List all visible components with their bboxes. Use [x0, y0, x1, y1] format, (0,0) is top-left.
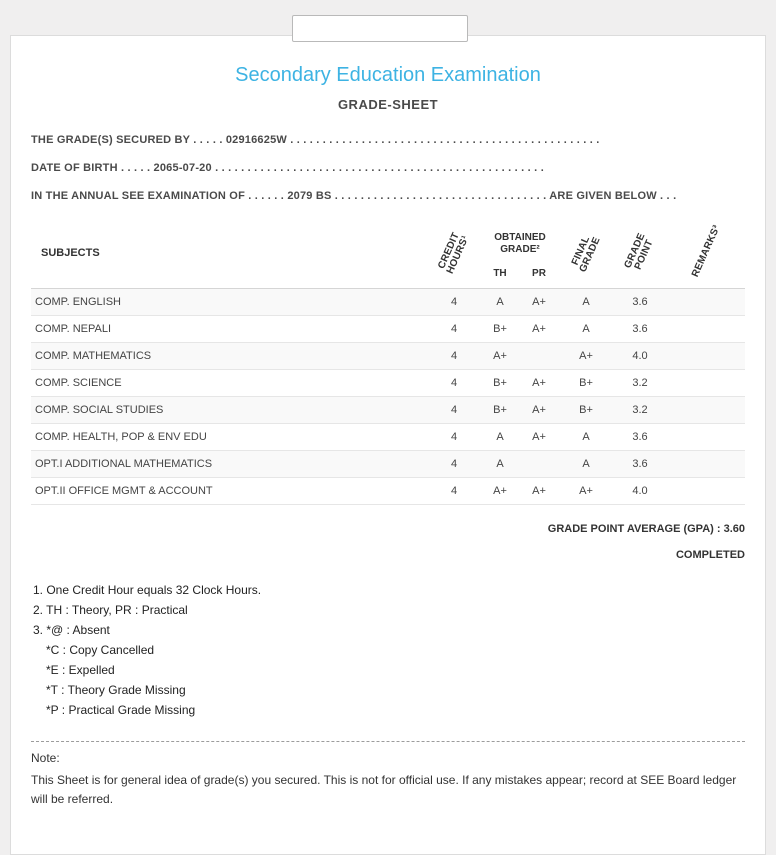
- note-text: This Sheet is for general idea of grade(s) you secured. This is not for official use. If any mistakes appear; record at SEE Board ledger will be referred.: [31, 773, 737, 806]
- footnote-copy-cancelled: *C : Copy Cancelled: [46, 643, 155, 657]
- credit-cell: 4: [427, 289, 481, 316]
- remarks-cell: [667, 397, 745, 424]
- footnote-absent: 3. *@ : Absent: [33, 623, 110, 637]
- header-remarks: [667, 218, 745, 289]
- credit-cell: 4: [427, 397, 481, 424]
- footnote-th-pr: 2. TH : Theory, PR : Practical: [33, 603, 188, 617]
- table-row: [31, 289, 745, 316]
- footnote-theory-missing: *T : Theory Grade Missing: [46, 683, 186, 697]
- final-grade-cell: A: [559, 424, 613, 451]
- table-row: [31, 478, 745, 505]
- info-line-exam-year: [31, 190, 745, 202]
- credit-cell: 4: [427, 343, 481, 370]
- final-grade-cell: A+: [559, 478, 613, 505]
- footnote-expelled: *E : Expelled: [46, 663, 115, 677]
- dob-suffix: . . . . . . . . . . . . . . . . . . . . . . . . . . . . . . . . . . . . . . . . . . . . . . . . . . .: [211, 162, 544, 174]
- header-credit-hours: [427, 218, 481, 289]
- final-grade-label: FINAL GRADE: [569, 234, 603, 275]
- remarks-cell: [667, 343, 745, 370]
- table-row: [31, 343, 745, 370]
- final-grade-cell: A: [559, 451, 613, 478]
- th-grade-cell: A: [481, 424, 519, 451]
- subject-cell: COMP. ENGLISH: [31, 289, 427, 316]
- th-grade-cell: B+: [481, 397, 519, 424]
- header-subjects: SUBJECTS: [31, 218, 427, 289]
- exam-year-value: 2079 BS: [287, 190, 332, 202]
- remarks-label: REMARKS³: [689, 223, 723, 279]
- grade-point-cell: 4.0: [613, 478, 667, 505]
- exam-year-prefix: IN THE ANNUAL SEE EXAMINATION OF . . . . . .: [31, 190, 288, 202]
- table-row: [31, 370, 745, 397]
- pr-grade-cell: A+: [519, 370, 559, 397]
- table-row: [31, 316, 745, 343]
- grade-point-cell: 3.2: [613, 370, 667, 397]
- pr-grade-cell: A+: [519, 316, 559, 343]
- header-pr: PR: [519, 264, 559, 289]
- footnote-practical-missing: *P : Practical Grade Missing: [46, 703, 196, 717]
- subject-cell: COMP. HEALTH, POP & ENV EDU: [31, 424, 427, 451]
- footnote-credit-hours: 1. One Credit Hour equals 32 Clock Hours.: [33, 583, 262, 597]
- grade-point-cell: 3.6: [613, 451, 667, 478]
- info-line-dob: [31, 162, 745, 174]
- table-row: [31, 424, 745, 451]
- header-obtained-grade: OBTAINED GRADE²: [494, 232, 546, 255]
- th-grade-cell: A+: [481, 343, 519, 370]
- credit-cell: 4: [427, 316, 481, 343]
- subject-cell: COMP. SOCIAL STUDIES: [31, 397, 427, 424]
- header-final-grade: [559, 218, 613, 289]
- info-line-secured-by: [31, 134, 745, 146]
- header-grade-point: [613, 218, 667, 289]
- grade-point-cell: 3.6: [613, 424, 667, 451]
- separator: [31, 741, 745, 742]
- grade-point-label: GRADE POINT: [622, 231, 656, 272]
- note-label: Note:: [31, 751, 60, 765]
- exam-year-suffix: . . . . . . . . . . . . . . . . . . . . . . . . . . . . . . . . . ARE GIVEN BELOW . . .: [331, 190, 677, 202]
- th-grade-cell: B+: [481, 370, 519, 397]
- grade-point-cell: 3.6: [613, 316, 667, 343]
- pr-grade-cell: A+: [519, 424, 559, 451]
- secured-by-suffix: . . . . . . . . . . . . . . . . . . . . . . . . . . . . . . . . . . . . . . . . . . . . . . . .: [286, 134, 600, 146]
- final-grade-cell: B+: [559, 370, 613, 397]
- candidate-symbol-number: 02916625W: [225, 134, 287, 146]
- final-grade-cell: A+: [559, 343, 613, 370]
- th-grade-cell: B+: [481, 316, 519, 343]
- pr-grade-cell: [519, 451, 559, 478]
- final-grade-cell: A: [559, 316, 613, 343]
- th-grade-cell: A: [481, 289, 519, 316]
- status-text: COMPLETED: [675, 549, 745, 561]
- remarks-cell: [667, 424, 745, 451]
- pr-grade-cell: A+: [519, 478, 559, 505]
- subject-cell: COMP. SCIENCE: [31, 370, 427, 397]
- table-row: [31, 397, 745, 424]
- remarks-cell: [667, 316, 745, 343]
- grade-sheet-subtitle: GRADE-SHEET: [337, 97, 439, 112]
- pr-grade-cell: A+: [519, 289, 559, 316]
- credit-cell: 4: [427, 478, 481, 505]
- th-grade-cell: A: [481, 451, 519, 478]
- top-input[interactable]: [292, 15, 468, 42]
- subject-cell: COMP. NEPALI: [31, 316, 427, 343]
- remarks-cell: [667, 451, 745, 478]
- subject-cell: OPT.II OFFICE MGMT & ACCOUNT: [31, 478, 427, 505]
- remarks-cell: [667, 370, 745, 397]
- grade-point-cell: 4.0: [613, 343, 667, 370]
- credit-cell: 4: [427, 451, 481, 478]
- credit-cell: 4: [427, 424, 481, 451]
- dob-value: 2065-07-20: [153, 162, 212, 174]
- header-th: TH: [481, 264, 519, 289]
- footnotes: [33, 583, 745, 717]
- final-grade-cell: A: [559, 289, 613, 316]
- page-title: Secondary Education Examination: [235, 64, 541, 86]
- th-grade-cell: A+: [481, 478, 519, 505]
- final-grade-cell: B+: [559, 397, 613, 424]
- dob-prefix: DATE OF BIRTH . . . . .: [31, 162, 154, 174]
- subject-cell: OPT.I ADDITIONAL MATHEMATICS: [31, 451, 427, 478]
- remarks-cell: [667, 478, 745, 505]
- grade-point-cell: 3.6: [613, 289, 667, 316]
- grades-table: [31, 218, 745, 505]
- gpa-text: GRADE POINT AVERAGE (GPA) : 3.60: [547, 523, 745, 535]
- table-row: [31, 451, 745, 478]
- secured-by-prefix: THE GRADE(S) SECURED BY . . . . .: [31, 134, 226, 146]
- credit-hours-label: CREDIT HOURS¹: [436, 230, 472, 276]
- credit-cell: 4: [427, 370, 481, 397]
- remarks-cell: [667, 289, 745, 316]
- subject-cell: COMP. MATHEMATICS: [31, 343, 427, 370]
- pr-grade-cell: [519, 343, 559, 370]
- pr-grade-cell: A+: [519, 397, 559, 424]
- table-header-row-1: [31, 218, 745, 264]
- grade-sheet-card: [10, 35, 766, 855]
- grade-point-cell: 3.2: [613, 397, 667, 424]
